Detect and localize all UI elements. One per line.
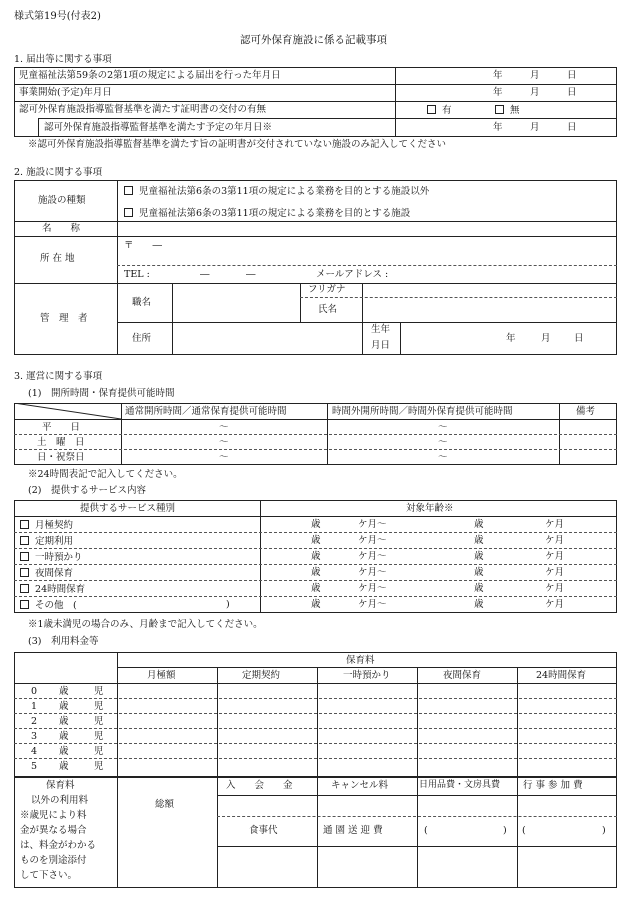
age-to-months[interactable]: ケ月 xyxy=(545,519,565,530)
age-unit: 歳 xyxy=(59,701,69,712)
service-checkbox[interactable] xyxy=(20,536,29,545)
services-header-type: 提供するサービス種別 xyxy=(80,503,176,514)
hours-diagonal xyxy=(14,403,121,419)
hours-holiday-regular[interactable]: ～ xyxy=(219,452,229,463)
fee-other1-open-paren: ( xyxy=(424,825,428,836)
fee-event-label: 行 事 参 加 費 xyxy=(523,780,583,791)
facility-type-label: 施設の種類 xyxy=(38,195,86,206)
age-from-years[interactable]: 歳 xyxy=(311,535,321,546)
hours-saturday-regular[interactable]: ～ xyxy=(219,437,229,448)
fee-meal-label: 食事代 xyxy=(249,825,278,836)
age-number: 0 xyxy=(31,686,38,697)
age-number: 2 xyxy=(31,716,38,727)
service-checkbox[interactable] xyxy=(20,520,29,529)
age-from-years[interactable]: 歳 xyxy=(311,583,321,594)
hours-subheading: (1) 開所時間・保育提供可能時間 xyxy=(28,388,175,399)
manager-label: 管 理 者 xyxy=(40,313,88,324)
total-label: 総額 xyxy=(155,799,175,810)
tel-dash-2: ― xyxy=(246,269,256,280)
fee-other2-open-paren: ( xyxy=(522,825,526,836)
section3-heading: 3. 運営に関する事項 xyxy=(14,371,103,382)
age-child: 児 xyxy=(94,701,104,712)
age-from-years[interactable]: 歳 xyxy=(311,567,321,578)
option1-checkbox[interactable] xyxy=(124,186,133,195)
birth-label-2: 月日 xyxy=(371,340,391,351)
age-unit: 歳 xyxy=(59,746,69,757)
service-label-24h[interactable]: 24時間保育 xyxy=(20,584,85,595)
age-from-months[interactable]: ケ月～ xyxy=(358,567,387,578)
other-fees-label-line: ※歳児により料 xyxy=(20,810,87,821)
location-label: 所 在 地 xyxy=(40,253,75,264)
other-fees-label-line: 金が異なる場合 xyxy=(20,825,87,836)
age-to-years[interactable]: 歳 xyxy=(474,567,484,578)
fullname-label: 氏名 xyxy=(318,304,338,315)
age-number: 3 xyxy=(31,731,38,742)
postal-code[interactable]: 〒 ― xyxy=(124,240,163,251)
fees-subheading: (3) 利用料金等 xyxy=(28,636,99,647)
fee-cancel-label: キャンセル料 xyxy=(331,780,389,791)
fee-other2-close-paren: ) xyxy=(602,825,606,836)
service-checkbox[interactable] xyxy=(20,584,29,593)
age-to-months[interactable]: ケ月 xyxy=(545,535,565,546)
services-subheading: (2) 提供するサービス内容 xyxy=(28,485,146,496)
section1-heading: 1. 届出等に関する事項 xyxy=(14,54,112,65)
hours-header-regular: 通常開所時間／通常保育提供可能時間 xyxy=(125,406,287,417)
section2-heading: 2. 施設に関する事項 xyxy=(14,167,103,178)
hours-weekday-regular[interactable]: ～ xyxy=(219,422,229,433)
service-checkbox[interactable] xyxy=(20,600,29,609)
fee-enrollment-label: 入 会 金 xyxy=(226,780,293,791)
hours-weekday-extra[interactable]: ～ xyxy=(438,422,448,433)
fee-supplies-label: 日用品費・文房具費 xyxy=(419,780,501,790)
other-fees-label-line: は、料金がわかる xyxy=(20,840,97,851)
service-label-monthly[interactable]: 月極契約 xyxy=(20,520,73,531)
service-label-temporary[interactable]: 一時預かり xyxy=(20,552,83,563)
service-label-night[interactable]: 夜間保育 xyxy=(20,568,73,579)
age-to-months[interactable]: ケ月 xyxy=(545,567,565,578)
fee-col-regular: 定期契約 xyxy=(242,670,281,681)
age-to-years[interactable]: 歳 xyxy=(474,599,484,610)
yes-checkbox[interactable] xyxy=(427,105,436,114)
other-fees-label-line: 保育料 xyxy=(46,780,75,791)
page-title: 認可外保育施設に係る記載事項 xyxy=(240,34,387,46)
tel-label: TEL : xyxy=(124,269,150,280)
age-to-years[interactable]: 歳 xyxy=(474,535,484,546)
age-to-months[interactable]: ケ月 xyxy=(545,551,565,562)
age-child: 児 xyxy=(94,731,104,742)
age-child: 児 xyxy=(94,761,104,772)
facility-name-label: 名 称 xyxy=(42,223,81,234)
service-label-regular[interactable]: 定期利用 xyxy=(20,536,73,547)
form-number: 様式第19号(付表2) xyxy=(14,11,101,22)
service-other-close: ) xyxy=(226,599,230,610)
fee-transport-label: 通 園 送 迎 費 xyxy=(323,825,383,836)
age-child: 児 xyxy=(94,746,104,757)
facility-type-option-1[interactable]: 児童福祉法第6条の3第11項の規定による業務を目的とする施設以外 xyxy=(124,186,429,197)
services-header-age: 対象年齢※ xyxy=(406,503,454,514)
age-child: 児 xyxy=(94,686,104,697)
birth-label-1: 生年 xyxy=(371,324,391,335)
no-checkbox[interactable] xyxy=(495,105,504,114)
age-number: 1 xyxy=(31,701,38,712)
age-from-years[interactable]: 歳 xyxy=(311,599,321,610)
email-label: メールアドレス : xyxy=(316,269,389,280)
address-label: 住所 xyxy=(132,333,152,344)
age-to-months[interactable]: ケ月 xyxy=(545,599,565,610)
age-from-years[interactable]: 歳 xyxy=(311,551,321,562)
hours-header-extra: 時間外開所時間／時間外保育提供可能時間 xyxy=(332,406,513,417)
hours-header-notes: 備考 xyxy=(576,406,596,417)
facility-type-option-2[interactable]: 児童福祉法第6条の3第11項の規定による業務を目的とする施設 xyxy=(124,208,410,219)
s1-row2-label: 事業開始(予定)年月日 xyxy=(19,87,112,98)
service-label-other[interactable]: その他 ( xyxy=(20,600,77,611)
age-to-months[interactable]: ケ月 xyxy=(545,583,565,594)
age-to-years[interactable]: 歳 xyxy=(474,551,484,562)
service-checkbox[interactable] xyxy=(20,568,29,577)
age-number: 4 xyxy=(31,746,38,757)
age-unit: 歳 xyxy=(59,686,69,697)
other-fees-label-line: して下さい。 xyxy=(20,870,78,881)
hours-note: ※24時間表記で記入してください。 xyxy=(28,469,183,480)
form-page: 様式第19号(付表2) 認可外保育施設に係る記載事項 1. 届出等に関する事項 児童福祉法第59条の2第1項の規定による届出を行った年月日 事業開始(予定)年月日 認可外保育施設指導監督基準を満たす証明書の交付の有無 認可外保育施設指導監督基準を満たす予定の年月日※ 年 月 日 年 月 日 有 無 年 月 日 ※認可外保育施設指導監督基準を満たす旨の証明書が交付されていない施設のみ記入してください 2. 施設に関する事項 施設の種類 児童福祉法第6条の3第11項の規定による業務を目的とする施設以外 児童福祉法第6条の3第11項の規定による業務を目的とする施設 名 称 所 在 地 〒 ― TEL : ― ― メールアドレス : 管 理 者 職名 フリガナ 氏名 住所 生年 月日 年 月 日 3. 運営に関する事項 (1) 開所時間・保育提供可能時間 通常開所時間／通常保育提供可能時間 時間外開所時間／時間外保育提供可能時間 備考 平 日 土 曜 日 日・祝祭日 ～ ～ ～ ～ ～ ～ ※24時間表記で記入してください。 (2) 提供するサービス内容 提供するサービス種別 対象年齢※ 月極契約 歳 ケ月～ 歳 ケ月 定期利用 歳 ケ月～ 歳 ケ月 一時預かり 歳 ケ月～ 歳 ケ月 夜間保育 歳 ケ月～ 歳 ケ月 24時間保育 歳 ケ月～ 歳 ケ月 その他 ( ) 歳 ケ月～ 歳 ケ月 ※1歳未満児の場合のみ、月齢まで記入してください。 (3) 利用料金等 保育料 月極額 定期契約 一時預かり 夜間保育 24時間保育 0 歳 児 1 歳 児 2 歳 児 3 歳 児 4 歳 児 5 歳 児 保育料 以外の利用料 ※歳児により料 金が異なる場合 は、料金がわかる ものを別途添付 して下さい。 総額 入 会 金 キャンセル料 日用品費・文房具費 行 事 参 加 費 食事代 通 園 送 迎 費 ( ) ( ) xyxy=(0,0,630,903)
age-unit: 歳 xyxy=(59,761,69,772)
other-fees-label-line: 以外の利用料 xyxy=(31,795,89,806)
services-note: ※1歳未満児の場合のみ、月齢まで記入してください。 xyxy=(28,619,263,630)
furigana-label: フリガナ xyxy=(308,284,346,295)
tel-dash-1: ― xyxy=(200,269,210,280)
hours-saturday-label: 土 曜 日 xyxy=(37,437,85,448)
age-unit: 歳 xyxy=(59,716,69,727)
age-to-years[interactable]: 歳 xyxy=(474,519,484,530)
s1-row3-label: 認可外保育施設指導監督基準を満たす証明書の交付の有無 xyxy=(19,104,267,115)
job-title-label: 職名 xyxy=(132,297,152,308)
age-from-months[interactable]: ケ月～ xyxy=(358,599,387,610)
other-fees-label-line: ものを別途添付 xyxy=(20,855,87,866)
s1-no-option[interactable]: 無 xyxy=(495,105,520,116)
age-child: 児 xyxy=(94,716,104,727)
hours-holiday-extra[interactable]: ～ xyxy=(438,452,448,463)
s1-yes-option[interactable]: 有 xyxy=(427,105,452,116)
s1-note: ※認可外保育施設指導監督基準を満たす旨の証明書が交付されていない施設のみ記入してください xyxy=(28,139,447,150)
s1-row1-label: 児童福祉法第59条の2第1項の規定による届出を行った年月日 xyxy=(19,70,281,81)
service-checkbox[interactable] xyxy=(20,552,29,561)
fee-other1-close-paren: ) xyxy=(503,825,507,836)
age-number: 5 xyxy=(31,761,38,772)
age-from-months[interactable]: ケ月～ xyxy=(358,519,387,530)
s1-row4-label: 認可外保育施設指導監督基準を満たす予定の年月日※ xyxy=(44,122,273,133)
fee-col-temporary: 一時預かり xyxy=(343,670,391,681)
fee-col-24h: 24時間保育 xyxy=(536,670,587,681)
hours-saturday-extra[interactable]: ～ xyxy=(438,437,448,448)
age-from-months[interactable]: ケ月～ xyxy=(358,551,387,562)
fee-col-monthly: 月極額 xyxy=(147,670,176,681)
age-from-years[interactable]: 歳 xyxy=(311,519,321,530)
hours-holiday-label: 日・祝祭日 xyxy=(37,452,85,463)
age-from-months[interactable]: ケ月～ xyxy=(358,535,387,546)
age-from-months[interactable]: ケ月～ xyxy=(358,583,387,594)
age-to-years[interactable]: 歳 xyxy=(474,583,484,594)
age-unit: 歳 xyxy=(59,731,69,742)
fee-col-night: 夜間保育 xyxy=(443,670,482,681)
option2-checkbox[interactable] xyxy=(124,208,133,217)
fee-header: 保育料 xyxy=(346,655,375,666)
hours-weekday-label: 平 日 xyxy=(42,422,81,433)
